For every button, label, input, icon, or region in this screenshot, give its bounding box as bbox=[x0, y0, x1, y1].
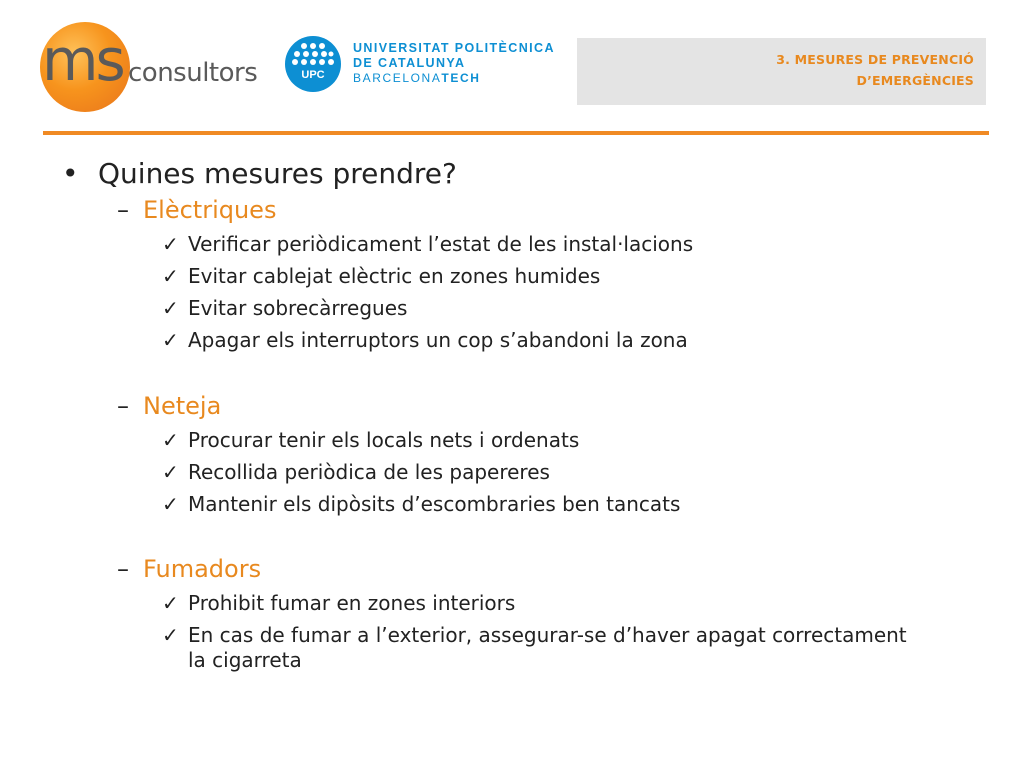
slide-question bbox=[62, 157, 457, 191]
list-item bbox=[162, 492, 928, 517]
list-item bbox=[162, 328, 928, 353]
checkmark-icon: ✓ bbox=[162, 428, 179, 452]
list-item bbox=[162, 264, 928, 289]
upc-logo-text bbox=[353, 41, 555, 86]
checkmark-icon: ✓ bbox=[162, 328, 179, 352]
list-item-text: Evitar sobrecàrregues bbox=[188, 296, 408, 320]
group-heading bbox=[117, 554, 261, 584]
upc-line3-b: TECH bbox=[441, 71, 481, 85]
list-item-text: Prohibit fumar en zones interiors bbox=[188, 591, 516, 615]
upc-line3-a: BARCELONA bbox=[353, 71, 442, 85]
dash-icon: – bbox=[117, 196, 129, 224]
checkmark-icon: ✓ bbox=[162, 591, 179, 615]
dash-icon: – bbox=[117, 392, 129, 420]
upc-logo-circle bbox=[285, 36, 341, 92]
list-item bbox=[162, 296, 928, 321]
upc-logo bbox=[285, 36, 565, 96]
list-item-text: Recollida periòdica de les papereres bbox=[188, 460, 550, 484]
list-item bbox=[162, 232, 928, 257]
list-item bbox=[162, 460, 928, 485]
list-item-text: En cas de fumar a l’exterior, assegurar-se d’haver apagat correctament la cigarreta bbox=[188, 623, 907, 672]
list-item-text: Procurar tenir els locals nets i ordenats bbox=[188, 428, 580, 452]
checkmark-icon: ✓ bbox=[162, 296, 179, 320]
upc-abbr: UPC bbox=[301, 69, 325, 81]
list-item bbox=[162, 428, 928, 453]
list-item bbox=[162, 591, 928, 616]
checkmark-icon: ✓ bbox=[162, 623, 179, 647]
ms-logo-word: consultors bbox=[128, 58, 258, 88]
upc-dots-icon bbox=[285, 36, 341, 92]
bullet-icon: • bbox=[62, 157, 79, 190]
checkmark-icon: ✓ bbox=[162, 264, 179, 288]
dash-icon: – bbox=[117, 555, 129, 583]
list-item-text: Verificar periòdicament l’estat de les instal·lacions bbox=[188, 232, 694, 256]
checkmark-icon: ✓ bbox=[162, 460, 179, 484]
header-divider bbox=[43, 131, 989, 135]
section-title-line1: 3. MESURES DE PREVENCIÓ bbox=[776, 52, 974, 67]
group-heading bbox=[117, 195, 276, 225]
group-heading-text: Neteja bbox=[143, 392, 222, 420]
checkmark-icon: ✓ bbox=[162, 232, 179, 256]
slide-question-text: Quines mesures prendre? bbox=[98, 157, 457, 190]
ms-logo-letters: ms bbox=[42, 26, 123, 94]
group-heading bbox=[117, 391, 221, 421]
upc-line3 bbox=[353, 71, 555, 86]
upc-line1: UNIVERSITAT POLITÈCNICA bbox=[353, 41, 555, 55]
group-heading-text: Elèctriques bbox=[143, 196, 277, 224]
section-title-box bbox=[577, 38, 986, 105]
list-item-text: Evitar cablejat elèctric en zones humides bbox=[188, 264, 601, 288]
ms-consultors-logo bbox=[40, 22, 275, 112]
list-item-text: Mantenir els dipòsits d’escombraries ben tancats bbox=[188, 492, 681, 516]
section-title-line2: D’EMERGÈNCIES bbox=[856, 73, 974, 88]
checkmark-icon: ✓ bbox=[162, 492, 179, 516]
list-item bbox=[162, 623, 928, 673]
list-item-text: Apagar els interruptors un cop s’abandoni la zona bbox=[188, 328, 688, 352]
group-heading-text: Fumadors bbox=[143, 555, 262, 583]
section-title bbox=[776, 49, 974, 91]
upc-line2: DE CATALUNYA bbox=[353, 56, 466, 70]
